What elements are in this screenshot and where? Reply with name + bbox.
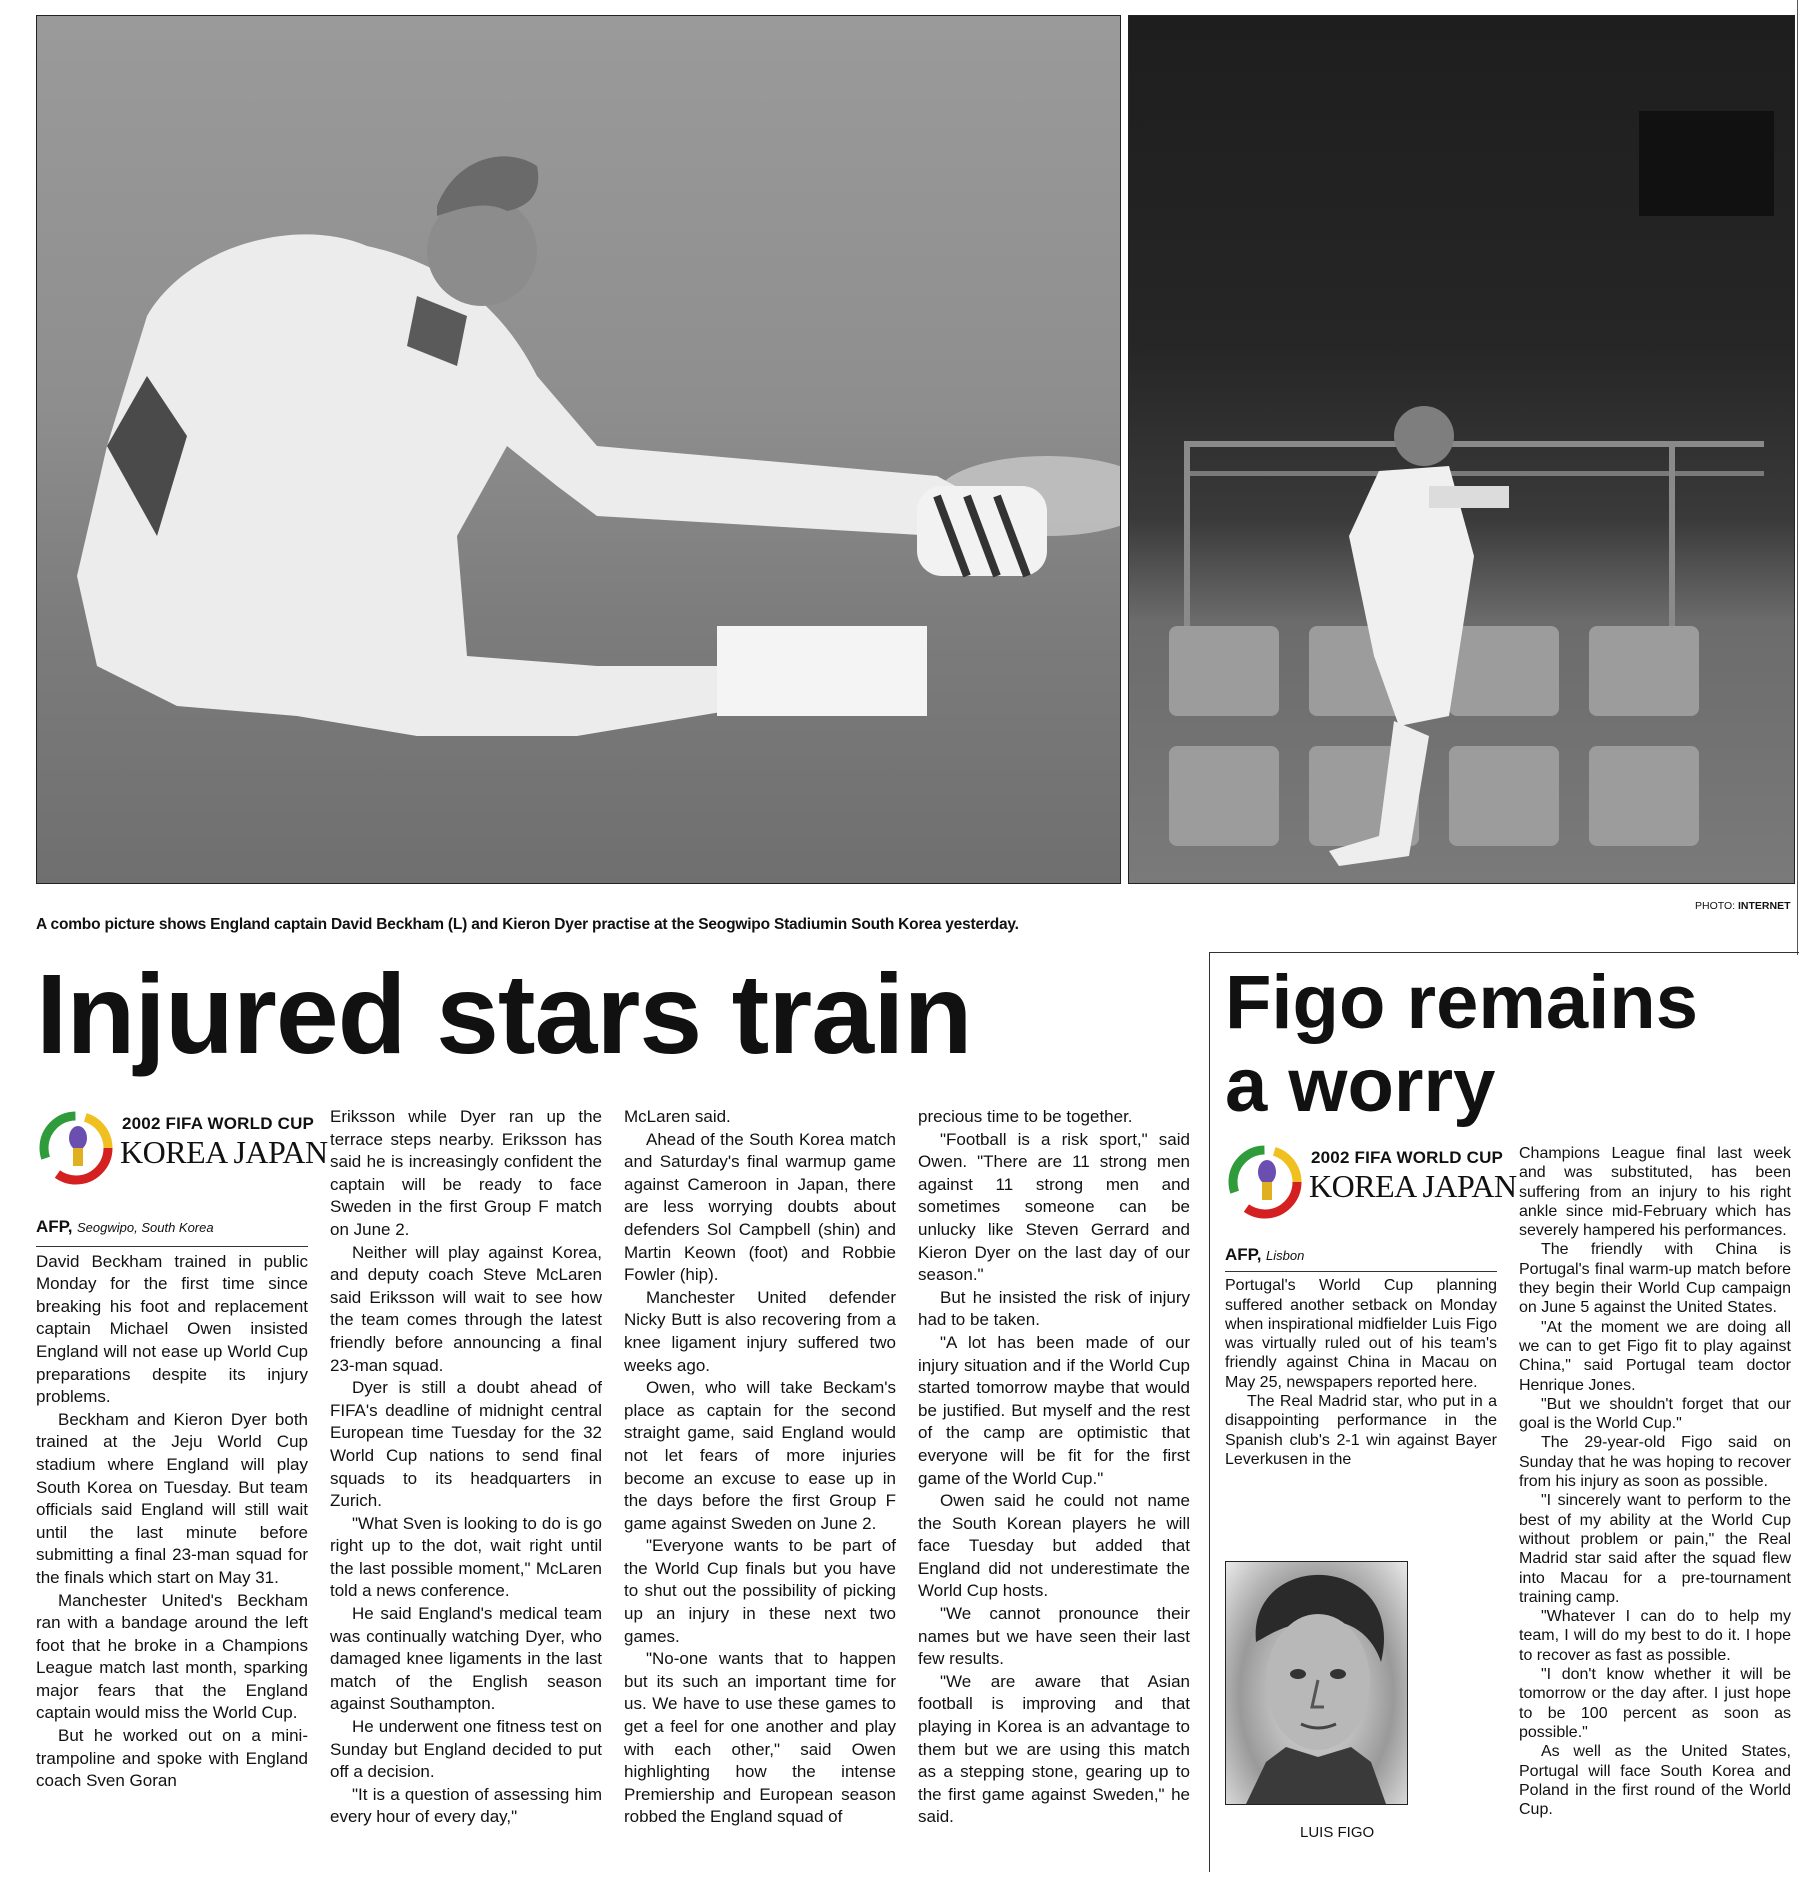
paragraph: Dyer is still a doubt ahead of FIFA's deadline of midnight central European time Tuesday for the 32 World Cup nations to send final squads to its headquarters in Zurich.: [330, 1378, 602, 1511]
main-column-2: [330, 1106, 602, 1829]
sidebar-top-rule: [1209, 952, 1799, 953]
byline-rule: [1225, 1271, 1497, 1272]
paragraph: "We are aware that Asian football is improving and that playing in Korea is an advantage to them but we are using this match as a stepping stone, gearing up to the first game against Sweden," he said.: [918, 1671, 1190, 1827]
paragraph: "At the moment we are doing all we can to get Figo fit to play against China," said Portugal team doctor Henrique Jones.: [1519, 1318, 1791, 1394]
column-divider: [1209, 952, 1210, 1872]
side-column-1: [1225, 1245, 1497, 1469]
paragraph: Manchester United defender Nicky Butt is also recovering from a knee ligament injury suffered two weeks ago.: [624, 1287, 896, 1375]
photo-caption: A combo picture shows England captain David Beckham (L) and Kieron Dyer practise at the Seogwipo Stadiumin South Korea yesterday.: [36, 916, 1019, 933]
world-cup-logo: [36, 1108, 328, 1188]
logo-line1: 2002 FIFA WORLD CUP: [1311, 1148, 1504, 1167]
right-border-rule: [1797, 0, 1798, 955]
paragraph: "What Sven is looking to do is go right up to the dot, wait right until the last possible moment," McLaren told a news conference.: [330, 1513, 602, 1601]
paragraph: Portugal's World Cup planning suffered another setback on Monday when inspirational midfielder Luis Figo was virtually ruled out of his team's friendly against China in Macau on May 25, newspapers reported here.: [1225, 1277, 1497, 1391]
paragraph: "Everyone wants to be part of the World Cup finals but you have to shut out the possibility of picking up an injury in these next two games.: [624, 1536, 896, 1646]
figo-photo-caption: LUIS FIGO: [1300, 1824, 1375, 1841]
byline-rule: [36, 1246, 308, 1247]
photo-luis-figo-portrait: [1225, 1561, 1408, 1805]
side-headline-line1: Figo remains: [1225, 960, 1698, 1045]
photo-credit-label: PHOTO:: [1695, 900, 1736, 912]
side-headline-line2: a worry: [1225, 1042, 1496, 1128]
logo-line2: KOREA JAPAN: [1309, 1168, 1517, 1204]
paragraph: "No-one wants that to happen but its such an important time for us. We have to use these games to get a feel for one another and play with each other," said Owen highlighting how the intense Premiership and European season robbed the England squad of: [624, 1649, 896, 1827]
paragraph: "But we shouldn't forget that our goal is the World Cup.": [1519, 1395, 1791, 1433]
paragraph: As well as the United States, Portugal will face South Korea and Poland in the first round of the World Cup.: [1519, 1743, 1791, 1819]
world-cup-emblem-icon: [1225, 1142, 1305, 1222]
main-headline: Injured stars train: [36, 951, 972, 1077]
main-byline-agency: AFP,: [36, 1217, 73, 1236]
paragraph: The friendly with China is Portugal's final warm-up match before they begin their World Cup campaign on June 5 against the United States.: [1519, 1241, 1791, 1317]
paragraph: Owen, who will take Beckam's place as captain for the second straight game, said England would not let fears of more injuries become an excuse to ease up in the days before the first Group F game against Sweden on June 2.: [624, 1378, 896, 1533]
photo-dyer-running: [1128, 15, 1795, 884]
paragraph: McLaren said.: [624, 1107, 731, 1126]
world-cup-emblem-icon: [36, 1108, 116, 1188]
paragraph: Champions League final last week and was substituted, has been suffering from an injury to his right ankle since mid-February which has severely hampered his performances.: [1519, 1145, 1791, 1240]
photo-credit: [1695, 900, 1790, 912]
paragraph: The Real Madrid star, who put in a disappointing performance in the Spanish club's 2-1 win against Bayer Leverkusen in the: [1225, 1393, 1497, 1468]
paragraph: "Whatever I can do to help my team, I will do my best to do it. I hope to recover as fast as possible.: [1519, 1608, 1791, 1664]
side-column-2: [1519, 1144, 1791, 1819]
paragraph: Owen said he could not name the South Korean players he will face Tuesday but added that England did not underestimate the World Cup hosts.: [918, 1491, 1190, 1601]
paragraph: Eriksson while Dyer ran up the terrace steps nearby. Eriksson has said he is increasingly confident the captain will be ready to face Sweden in the first Group F match on June 2.: [330, 1107, 602, 1239]
paragraph: Ahead of the South Korea match and Saturday's final warmup game against Cameroon in Japan, there are less worrying doubts about defenders Sol Campbell (shin) and Martin Keown (foot) and Robbie Fowler (hip).: [624, 1129, 896, 1285]
paragraph: "It is a question of assessing him every hour of every day,": [330, 1784, 602, 1827]
paragraph: "We cannot pronounce their names but we have seen their last few results.: [918, 1604, 1190, 1669]
main-byline-place: Seogwipo, South Korea: [77, 1220, 214, 1235]
main-byline: [36, 1216, 308, 1240]
main-column-3: [624, 1106, 896, 1829]
paragraph: But he worked out on a mini-trampoline and spoke with England coach Sven Goran: [36, 1726, 308, 1791]
side-byline: [1225, 1245, 1497, 1265]
logo-line2: KOREA JAPAN: [120, 1134, 328, 1170]
paragraph: "I sincerely want to perform to the best of my ability at the World Cup without problem or pain," the Real Madrid star said after the squad flew into Macau for a pre-tournament training camp.: [1519, 1492, 1791, 1606]
paragraph: David Beckham trained in public Monday for the first time since breaking his foot and replacement captain Michael Owen insisted England will not ease up World Cup preparations despite its injury problems.: [36, 1251, 308, 1407]
logo-line1: 2002 FIFA WORLD CUP: [122, 1114, 315, 1133]
paragraph: Beckham and Kieron Dyer both trained at the Jeju World Cup stadium where England will play South Korea on Tuesday. But team officials said England will still wait until the last minute before submitting a final 23-man squad for the finals which start on May 31.: [36, 1409, 308, 1587]
side-headline: [1225, 962, 1698, 1128]
side-byline-agency: AFP,: [1225, 1245, 1262, 1264]
paragraph: "Football is a risk sport," said Owen. "There are 11 strong men against 11 strong men and sometimes someone can be unlucky like Steven Gerrard and Kieron Dyer on the last day of our season.": [918, 1129, 1190, 1285]
world-cup-logo-side: [1225, 1142, 1517, 1222]
main-column-1: [36, 1216, 308, 1793]
side-byline-place: Lisbon: [1266, 1248, 1305, 1263]
paragraph: He said England's medical team was continually watching Dyer, who damaged knee ligaments in the last match of the English season against Southampton.: [330, 1604, 602, 1714]
paragraph: "A lot has been made of our injury situation and if the World Cup started tomorrow maybe that would be justified. But myself and the rest of the camp are optimistic that everyone will be fit for the first game of the World Cup.": [918, 1332, 1190, 1488]
paragraph: He underwent one fitness test on Sunday but England decided to put off a decision.: [330, 1717, 602, 1782]
photo-luis-figo-icon: [1226, 1562, 1407, 1804]
paragraph: precious time to be together.: [918, 1107, 1133, 1126]
photo-beckham-stretching-icon: [37, 16, 1120, 883]
main-column-4: [918, 1106, 1190, 1829]
paragraph: The 29-year-old Figo said on Sunday that he was hoping to recover from his injury as soon as possible.: [1519, 1434, 1791, 1491]
photo-credit-source: INTERNET: [1737, 900, 1791, 912]
photo-beckham-stretching: [36, 15, 1121, 884]
photo-dyer-running-icon: [1129, 16, 1794, 883]
paragraph: But he insisted the risk of injury had to be taken.: [918, 1287, 1190, 1330]
paragraph: Manchester United's Beckham ran with a bandage around the left foot that he broke in a Champions League match last month, sparking major fears that the England captain would miss the World Cup.: [36, 1590, 308, 1723]
paragraph: Neither will play against Korea, and deputy coach Steve McLaren said Eriksson will wait to see how the team comes through the latest friendly before announcing a final 23-man squad.: [330, 1242, 602, 1375]
paragraph: "I don't know whether it will be tomorrow or the day after. I just hope to be 100 percent as soon as possible.": [1519, 1666, 1791, 1741]
